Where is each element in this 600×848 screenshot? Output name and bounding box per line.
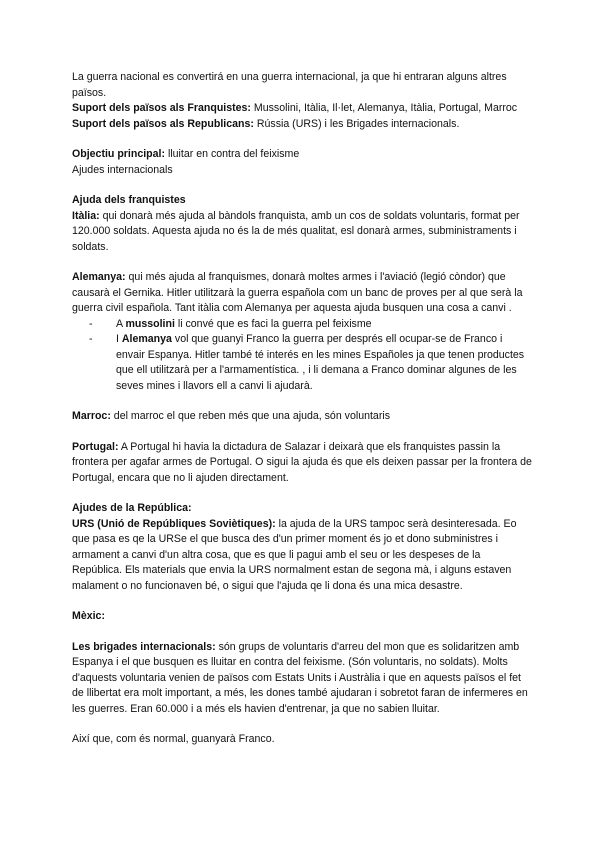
italy-text: qui donarà més ajuda al bàndols franquista, amb un cos de soldats voluntaris, format per 120.000 soldats. Aquesta ajuda no és la de més qualitat, esl donarà armes, subministraments i soldats. (72, 209, 520, 253)
list-item: - A mussolini li convé que es faci la guerra pel feixisme (116, 317, 532, 333)
franquist-aid-heading: Ajuda dels franquistes (72, 194, 186, 206)
support-franquists-label: Suport dels països als Franquistes: (72, 102, 251, 114)
portugal-text: A Portugal hi havia la dictadura de Salazar i deixarà que els franquistes passin la frontera per agafar armes de Portugal. O sigui la ajuda és que els deixen passar per la frontera de Portugal, encara que no li ajuden directament. (72, 440, 532, 484)
support-franquists-line (72, 101, 532, 117)
international-aid-line: Ajudes internacionals (72, 163, 173, 176)
germany-paragraph (72, 270, 532, 317)
portugal-label: Portugal: (72, 440, 119, 453)
morocco-label: Marroc: (72, 410, 111, 422)
mexico-heading: Mèxic: (72, 610, 105, 622)
urs-label: URS (Unió de Repúbliques Soviètiques): (72, 517, 276, 530)
support-republicans-text: Rússia (URS) i les Brigades internacionals. (253, 117, 460, 130)
brigades-label: Les brigades internacionals: (72, 640, 216, 653)
support-franquists-text: Mussolini, Itàlia, Il·let, Alemanya, Itàlia, Portugal, Marroc (250, 102, 518, 114)
main-objective-line (72, 147, 532, 163)
morocco-paragraph (72, 409, 532, 425)
portugal-paragraph (72, 440, 532, 487)
morocco-text: del marroc el que reben més que una ajuda, són voluntaris (110, 410, 390, 422)
italy-paragraph (72, 209, 532, 256)
germany-label: Alemanya: (72, 271, 126, 283)
republic-aid-heading: Ajudes de la República: (72, 502, 192, 514)
brigades-paragraph (72, 640, 532, 718)
intro-paragraph: La guerra nacional es convertirá en una guerra internacional, ja que hi entraran alguns altres països. (72, 71, 507, 99)
main-objective-text: lluitar en contra del feixisme (165, 148, 300, 160)
support-republicans-line (72, 117, 532, 133)
dash-bullet-icon: - (89, 333, 93, 345)
germany-bullet-list (72, 317, 532, 395)
urs-text: la ajuda de la URS tampoc serà desinteresada. Eo que pasa es qe la URSe el que busca des d'un primer moment és jo et dono subministres i armament a canvi d'un altra cosa, que es que li pagui amb el seu or les despeses de la República. Els materials que envia la URS normalment estan de segona mà, i alguns estaven malament o no funcionaven bé, o sigui que l'ajuda qe li dona és una mica desastre. (72, 517, 517, 592)
document-body (72, 70, 532, 748)
dash-bullet-icon: - (89, 317, 93, 330)
list-item: - I Alemanya vol que guanyi Franco la guerra per després ell ocupar-se de Franco i envair Espanya. Hitler també té interés en les mines Españoles ja que tenen productes que ell utilitzarà per a l'armamentística. , i li demana a Franco dominar algunes de les seves mines i llavors ell a canvi li ajudarà. (89, 333, 525, 392)
urs-paragraph (72, 517, 532, 595)
brigades-text: són grups de voluntaris d'arreu del mon que es solidaritzen amb Espanya i el que busquen es lluitar en contra del feixisme. (Són voluntaris, no soldats). Molts d'aquests voluntaria venien de països com Estats Units i Austràlia i que en aquests països el fet de llibertat era molt important, a més, les dones també ajudaran i sobretot faran de infermeres en les guerres. Eran 60.000 i a més els havien d'entrenar, ja que no sabien lluitar. (72, 640, 528, 715)
italy-label: Itàlia: (72, 209, 100, 222)
germany-text: qui més ajuda al franquismes, donarà moltes armes i l'aviació (legió còndor) que causarà el Gernika. Hitler utilitzarà la guerra española com un banc de proves per al que serà la guerra civil española. Tant itàlia com Alemanya per aquesta ajuda busquen una cosa a canvi . (72, 271, 523, 314)
main-objective-label: Objectiu principal: (72, 148, 166, 160)
conclusion-line: Així que, com és normal, guanyarà Franco. (72, 733, 275, 745)
support-republicans-label: Suport dels països als Republicans: (72, 117, 254, 130)
